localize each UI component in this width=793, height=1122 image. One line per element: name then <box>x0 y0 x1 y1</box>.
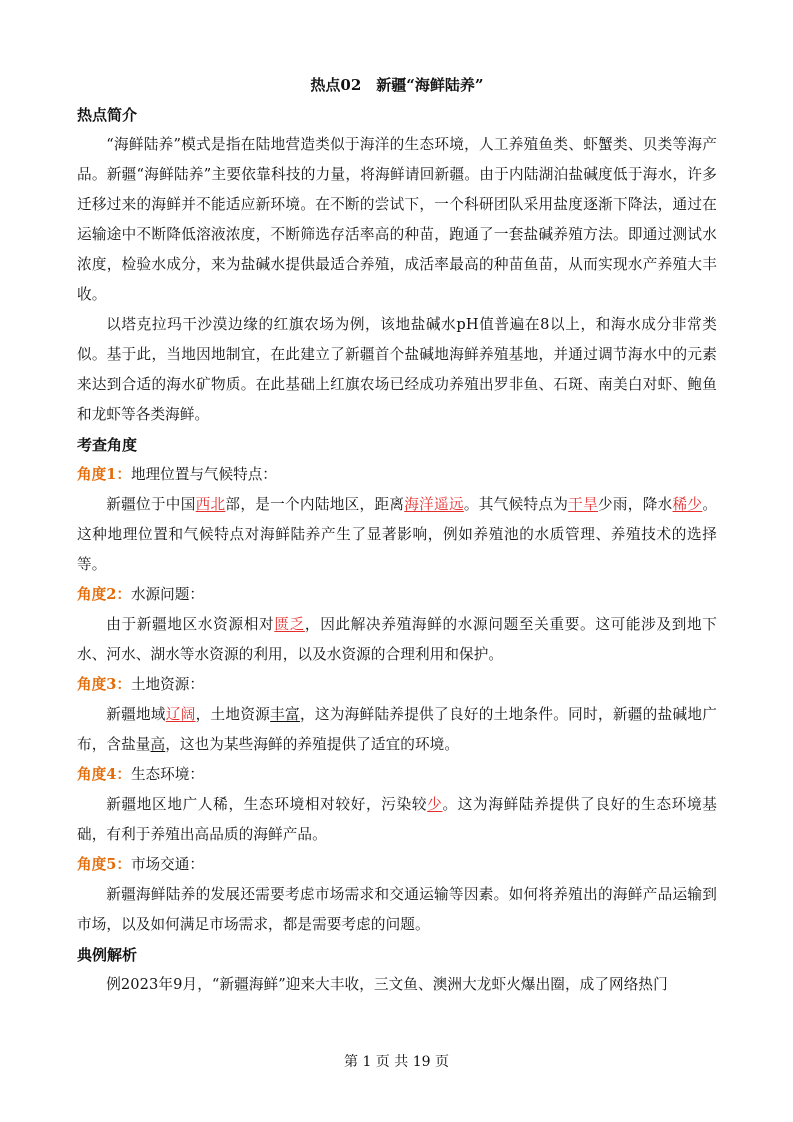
answer-underline: 丰富 <box>270 706 300 723</box>
angle-5-topic: 市场交通： <box>130 856 204 873</box>
angle-3-topic: 土地资源： <box>130 676 204 693</box>
page-title: 热点02 新疆“海鲜陆养” <box>310 76 484 94</box>
angle-1-heading <box>77 460 717 490</box>
angle-2-label: 角度2： <box>77 586 131 603</box>
text-run: 。其气候特点为 <box>463 496 569 513</box>
text-run: 少雨，降水 <box>597 496 673 513</box>
angle-5-text: 新疆海鲜陆养的发展还需要考虑市场需求和交通运输等因素。如何将养殖出的海鲜产品运输到市场，以及如何满足市场需求，都是需要考虑的问题。 <box>77 886 717 933</box>
text-run: ，这为海鲜陆养提供了良好的土地条件。同时，新疆的盐碱地广布，含盐量 <box>77 706 717 753</box>
angle-3-label: 角度3： <box>77 676 131 693</box>
answer-highlight: 稀少 <box>672 496 703 513</box>
page-content <box>77 72 717 1000</box>
angle-1-text <box>77 490 717 580</box>
angle-4-heading <box>77 760 717 790</box>
answer-highlight: 辽阔 <box>165 706 196 723</box>
angle-4-label: 角度4： <box>77 766 131 783</box>
angle-4-topic: 生态环境： <box>130 766 204 783</box>
text-run: ，这也为某些海鲜的养殖提供了适宜的环境。 <box>165 736 460 753</box>
angle-1-topic: 地理位置与气候特点： <box>130 466 277 483</box>
answer-highlight: 西北 <box>195 496 226 513</box>
answer-underline: 高 <box>150 736 166 753</box>
angle-2-topic: 水源问题： <box>130 586 204 603</box>
intro-paragraph-2: 以塔克拉玛干沙漠边缘的红旗农场为例，该地盐碱水pH值普遍在8以上，和海水成分非常类似。基于此，当地因地制宜，在此建立了新疆首个盐碱地海鲜养殖基地，并通过调节海水中的元素来达到合适的海水矿物质。在此基础上红旗农场已经成功养殖出罗非鱼、石斑、南美白对虾、鲍鱼和龙虾等各类海鲜。 <box>77 316 717 423</box>
text-run: 新疆地域 <box>106 706 166 723</box>
angle-2-text <box>77 610 717 670</box>
answer-highlight: 干旱 <box>568 496 598 513</box>
answer-highlight: 少 <box>427 796 443 813</box>
angle-5-label: 角度5： <box>77 856 131 873</box>
angle-5-heading <box>77 850 717 880</box>
text-run: 部，是一个内陆地区，距离 <box>225 496 405 513</box>
answer-highlight: 海洋遥远 <box>404 496 464 513</box>
page-footer: 第 1 页 共 19 页 <box>344 1054 449 1070</box>
intro-heading: 热点简介 <box>77 106 138 124</box>
text-run: ，土地资源 <box>195 706 271 723</box>
text-run: 新疆位于中国 <box>106 496 196 513</box>
intro-paragraph-1: “海鲜陆养”模式是指在陆地营造类似于海洋的生态环境，人工养殖鱼类、虾蟹类、贝类等海产品。新疆“海鲜陆养”主要依靠科技的力量，将海鲜请回新疆。由于内陆湖泊盐碱度低于海水，许多迁移过来的海鲜并不能适应新环境。在不断的尝试下，一个科研团队采用盐度逐渐下降法，通过在运输途中不断降低溶液浓度，不断筛选存活率高的种苗，跑通了一套盐碱养殖方法。即通过测试水浓度，检验水成分，来为盐碱水提供最适合养殖，成活率最高的种苗鱼苗，从而实现水产养殖大丰收。 <box>77 136 717 303</box>
text-run: 。这为海鲜陆养提供了良好的生态环境基础，有利于养殖出高品质的海鲜产品。 <box>77 796 717 843</box>
example-text: 例2023年9月，“新疆海鲜”迎来大丰收，三文鱼、澳洲大龙虾火爆出圈，成了网络热门 <box>106 976 668 993</box>
angle-2-heading <box>77 580 717 610</box>
angle-3-heading <box>77 670 717 700</box>
answer-highlight: 匮乏 <box>274 616 305 633</box>
angle-4-text <box>77 790 717 850</box>
text-run: ，因此解决养殖海鲜的水源问题至关重要。这可能涉及到地下水、河水、湖水等水资源的利用，以及水资源的合理利用和保护。 <box>77 616 718 663</box>
text-run: 新疆地区地广人稀，生态环境相对较好，污染较 <box>106 796 428 813</box>
angle-1-label: 角度1： <box>77 466 131 483</box>
angle-3-text <box>77 700 717 760</box>
angles-heading: 考查角度 <box>77 436 138 454</box>
text-run: 。这种地理位置和气候特点对海鲜陆养产生了显著影响，例如养殖池的水质管理、养殖技术的选择等。 <box>77 496 718 573</box>
text-run: 由于新疆地区水资源相对 <box>106 616 275 633</box>
example-heading: 典例解析 <box>77 946 138 964</box>
